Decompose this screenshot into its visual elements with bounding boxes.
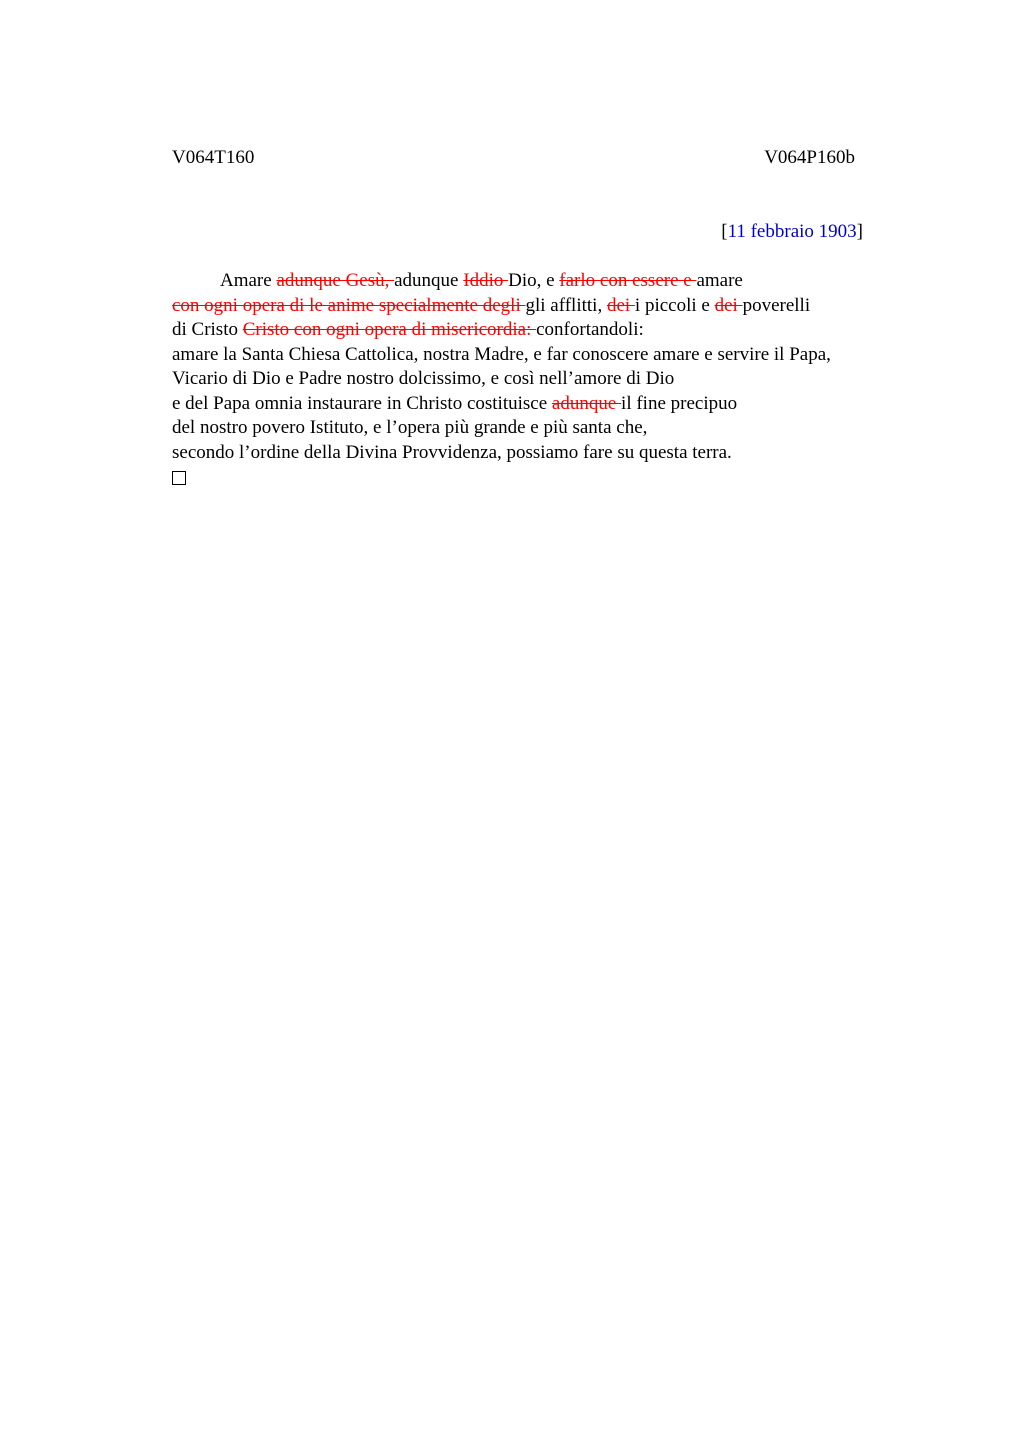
- text-segment: di Cristo: [172, 319, 243, 340]
- text-segment: i piccoli e: [634, 294, 715, 316]
- deleted-text: dei: [714, 294, 743, 316]
- text-segment: del nostro povero Istituto, e l’opera più grande e più santa che,: [172, 417, 648, 438]
- text-segment: amare: [696, 270, 743, 291]
- date-open-bracket: [: [721, 221, 728, 242]
- deleted-text: Iddio: [463, 270, 509, 291]
- text-segment: poverelli: [742, 294, 811, 316]
- deleted-text: dei: [606, 294, 635, 316]
- text-line: [172, 294, 892, 319]
- text-segment: secondo l’ordine della Divina Provvidenza, possiamo fare su questa terra.: [172, 441, 732, 463]
- text-segment: amare la Santa Chiesa Cattolica, nostra Madre, e far conoscere amare e servire il Papa,: [172, 343, 831, 365]
- deleted-text: con ogni opera di le anime specialmente degli: [172, 294, 526, 316]
- deleted-text: adunque Gesù,: [276, 270, 395, 291]
- text-line: [172, 343, 892, 368]
- empty-square-icon: [172, 471, 186, 485]
- deleted-text: adunque: [551, 392, 622, 414]
- text-segment: e del Papa omnia instaurare in Christo costituisce: [172, 392, 552, 414]
- document-code-right: V064P160b: [764, 147, 855, 168]
- text-segment: gli afflitti,: [525, 294, 607, 316]
- text-segment: Dio, e: [508, 270, 560, 291]
- deleted-text: Cristo con ogni opera di misericordia:: [242, 319, 537, 340]
- text-segment: Amare: [220, 270, 277, 291]
- text-segment: adunque: [394, 270, 464, 291]
- date-close-bracket: ]: [856, 221, 863, 242]
- text-line: [172, 416, 892, 441]
- text-line: [172, 367, 892, 392]
- deleted-text: farlo con essere e: [559, 270, 697, 291]
- document-code-left: V064T160: [172, 147, 255, 168]
- text-line: [172, 318, 892, 343]
- text-segment: Vicario di Dio e Padre nostro dolcissimo, e così nell’amore di Dio: [172, 368, 675, 389]
- text-segment: confortandoli:: [536, 319, 644, 340]
- text-line: [172, 269, 892, 294]
- text-line: [172, 392, 892, 417]
- end-marker-line: [172, 465, 892, 490]
- text-line: [172, 441, 892, 466]
- transcription-body: [172, 269, 892, 490]
- date-text: 11 febbraio 1903: [727, 221, 857, 242]
- date-line: [721, 221, 863, 243]
- text-segment: il fine precipuo: [621, 392, 738, 414]
